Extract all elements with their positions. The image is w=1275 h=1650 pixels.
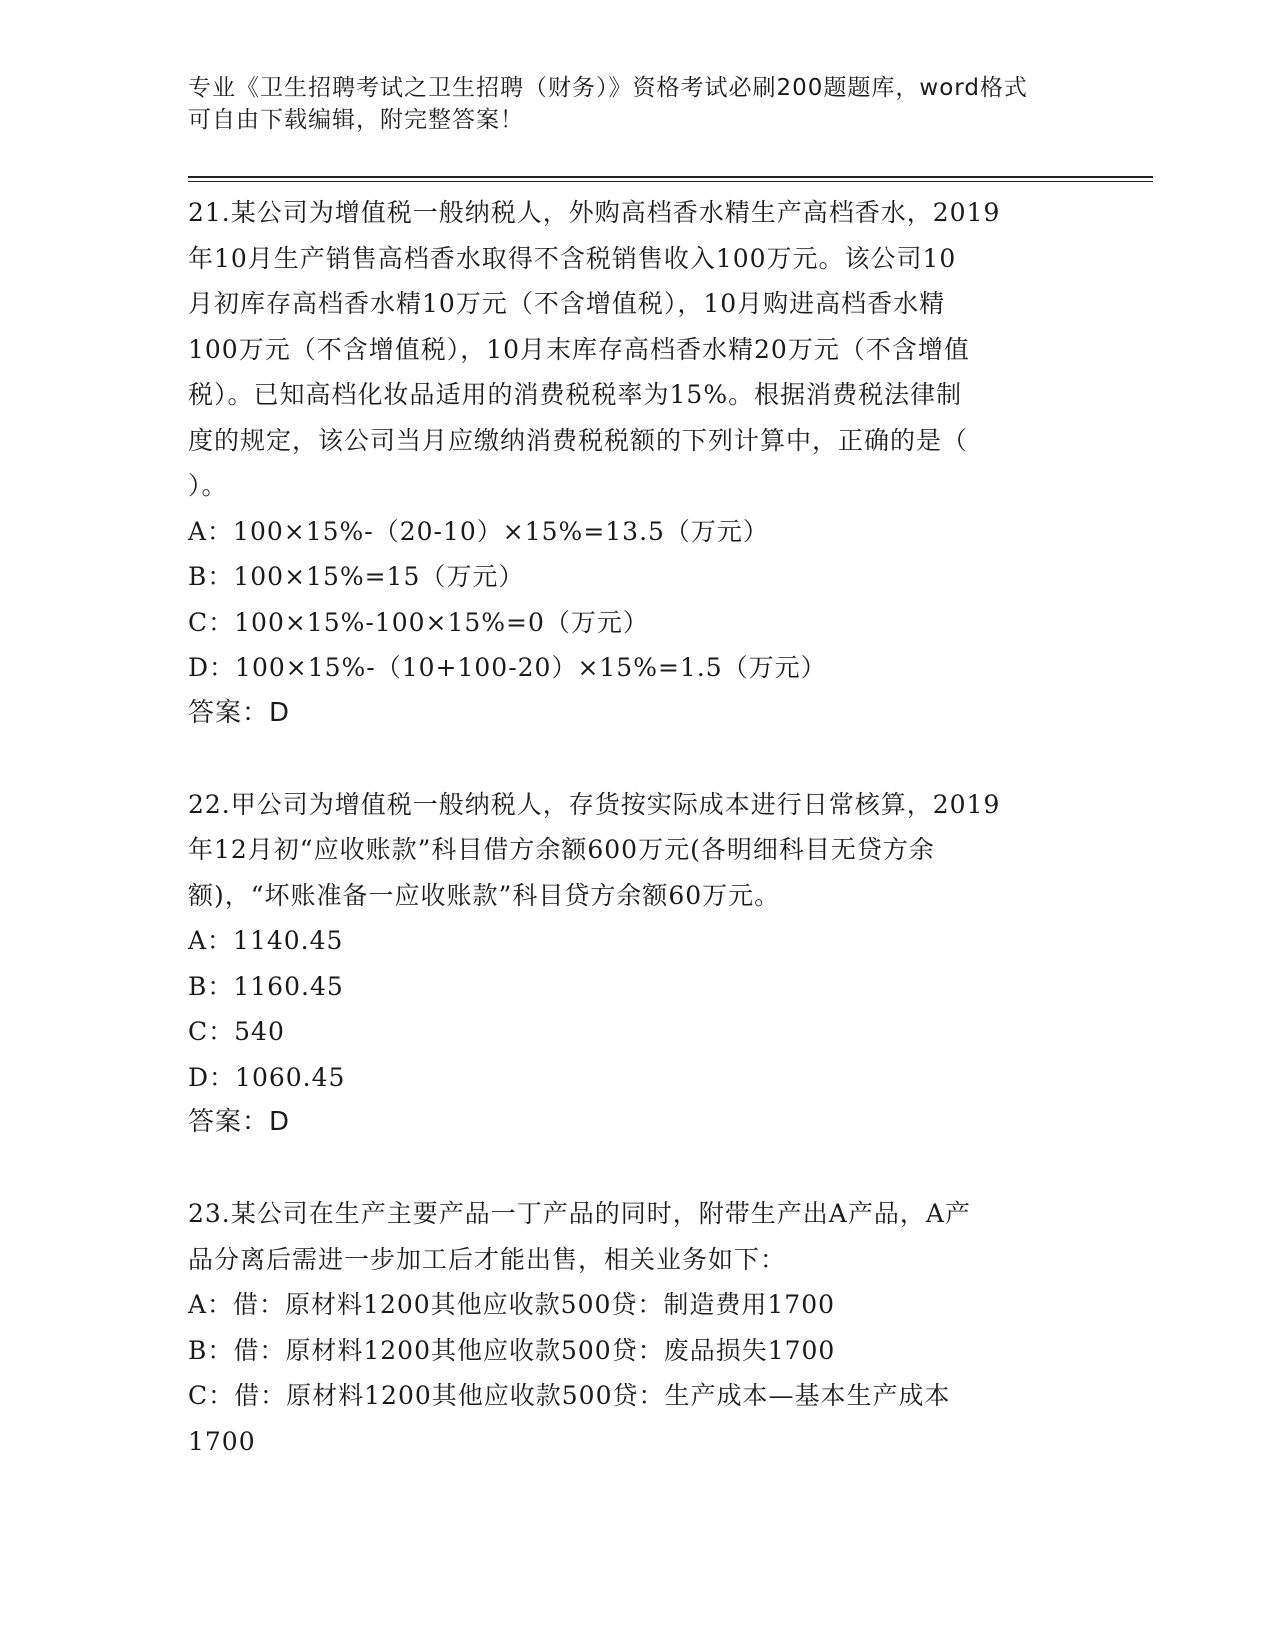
document-header <box>188 72 1088 136</box>
question-stem-line: 年12月初“应收账款”科目借方余额600万元(各明细科目无贷方余 <box>188 835 935 864</box>
option-d: D：1060.45 <box>188 1062 346 1092</box>
question-22 <box>188 782 1088 1146</box>
option-c: C：借：原材料1200其他应收款500贷：生产成本—基本生产成本 <box>188 1381 951 1410</box>
option-b: B：1160.45 <box>188 971 344 1001</box>
answer-label: 答案：D <box>188 697 291 728</box>
question-spacer <box>188 1146 1088 1192</box>
option-a: A：借：原材料1200其他应收款500贷：制造费用1700 <box>188 1290 836 1319</box>
question-stem-line: 21.某公司为增值税一般纳税人，外购高档香水精生产高档香水，2019 <box>188 198 1001 227</box>
header-divider-thin <box>188 181 1153 182</box>
header-line-1: 专业《卫生招聘考试之卫生招聘（财务）》资格考试必刷200题题库，word格式 <box>188 75 1028 101</box>
header-line-2: 可自由下载编辑，附完整答案！ <box>188 107 524 133</box>
option-b: B：借：原材料1200其他应收款500贷：废品损失1700 <box>188 1335 836 1365</box>
option-c: C：100×15%-100×15%=0（万元） <box>188 607 649 637</box>
option-c: C：540 <box>188 1017 285 1046</box>
question-21 <box>188 190 1088 736</box>
answer-label: 答案：D <box>188 1107 291 1137</box>
question-stem-line: ）。 <box>188 471 228 500</box>
option-d: D：100×15%-（10+100-20）×15%=1.5（万元） <box>188 653 827 682</box>
option-c-continued: 1700 <box>188 1426 256 1456</box>
question-list <box>188 190 1088 1464</box>
option-a: A：100×15%-（20-10）×15%=13.5（万元） <box>188 516 769 546</box>
question-stem-line: 额)，“坏账准备一应收账款”科目贷方余额60万元。 <box>188 880 781 910</box>
question-stem-line: 度的规定，该公司当月应缴纳消费税税额的下列计算中，正确的是（ <box>188 425 969 455</box>
question-23 <box>188 1191 1088 1464</box>
question-stem-line: 100万元（不含增值税），10月末库存高档香水精20万元（不含增值 <box>188 334 970 364</box>
question-stem-line: 年10月生产销售高档香水取得不含税销售收入100万元。该公司10 <box>188 243 957 273</box>
header-divider-thick <box>188 176 1153 178</box>
question-stem-line: 月初库存高档香水精10万元（不含增值税），10月购进高档香水精 <box>188 289 946 318</box>
question-stem-line: 23.某公司在生产主要产品一丁产品的同时，附带生产出A产品，A产 <box>188 1199 971 1228</box>
option-a: A：1140.45 <box>188 926 344 955</box>
question-stem-line: 品分离后需进一步加工后才能出售，相关业务如下： <box>188 1244 787 1274</box>
question-stem-line: 税）。已知高档化妆品适用的消费税税率为15%。根据消费税法律制 <box>188 380 963 409</box>
option-b: B：100×15%=15（万元） <box>188 562 525 591</box>
question-stem-line: 22.甲公司为增值税一般纳税人，存货按实际成本进行日常核算，2019 <box>188 789 1001 819</box>
question-spacer <box>188 736 1088 782</box>
